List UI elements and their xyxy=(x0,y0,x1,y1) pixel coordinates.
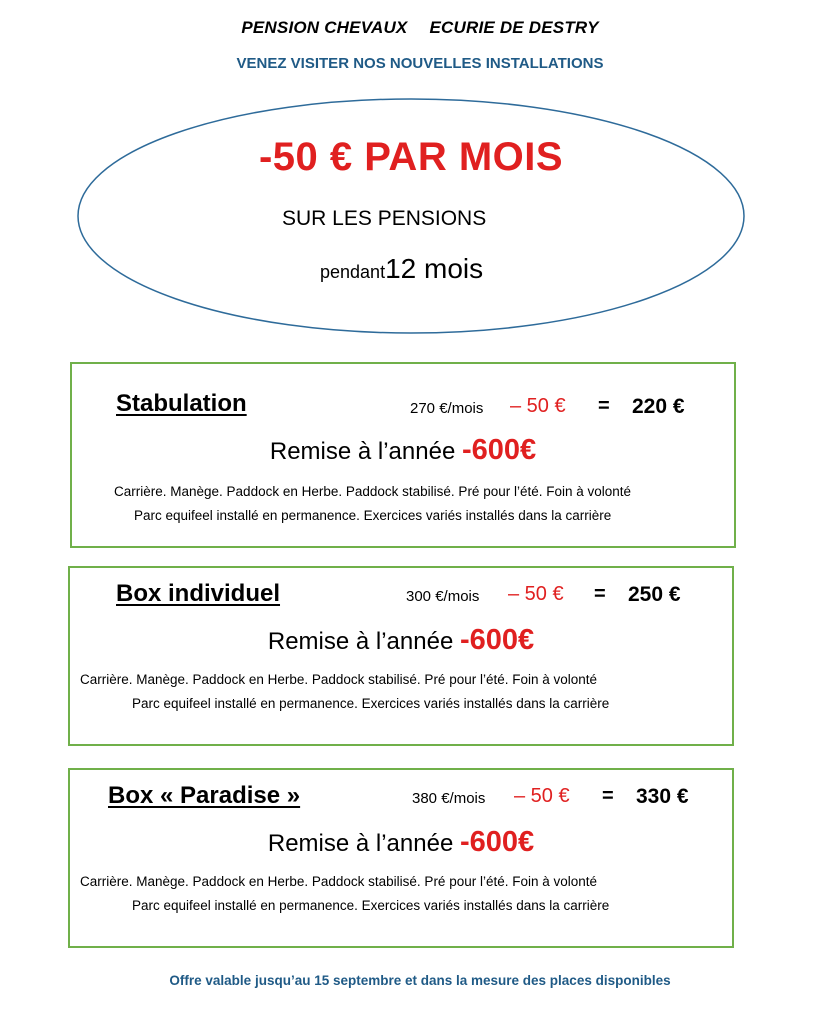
offer-features-2: Parc equifeel installé en permanence. Exercices variés installés dans la carrière xyxy=(132,696,610,711)
remise-amount: -600€ xyxy=(459,826,535,858)
promo-line: SUR LES PENSIONS xyxy=(282,207,487,230)
offer-discount: – 50 € xyxy=(508,583,564,605)
page-subtitle: VENEZ VISITER NOS NOUVELLES INSTALLATIONS xyxy=(236,55,604,72)
offer-name: Box individuel xyxy=(116,580,281,607)
title-pension: PENSION CHEVAUX xyxy=(241,18,408,37)
offer-price: 270 €/mois xyxy=(410,400,484,417)
remise-amount: -600€ xyxy=(459,624,535,656)
offer-equals: = xyxy=(594,583,606,605)
offer-card-box-paradise xyxy=(68,768,734,948)
offer-features-2: Parc equifeel installé en permanence. Exercices variés installés dans la carrière xyxy=(134,508,612,523)
title-ecurie: ECURIE DE DESTRY xyxy=(429,18,599,37)
offer-total: 250 € xyxy=(628,583,681,606)
offer-remise xyxy=(72,434,734,467)
offer-features-1: Carrière. Manège. Paddock en Herbe. Paddock stabilisé. Pré pour l’été. Foin à volonté xyxy=(80,672,598,687)
offer-price: 380 €/mois xyxy=(412,790,486,807)
promo-duration-prefix: pendant xyxy=(320,262,386,282)
offer-name: Stabulation xyxy=(116,390,247,417)
offer-features-1: Carrière. Manège. Paddock en Herbe. Paddock stabilisé. Pré pour l’été. Foin à volonté xyxy=(114,484,632,499)
remise-label: Remise à l’année xyxy=(267,830,454,857)
promo-duration xyxy=(320,253,483,285)
remise-label: Remise à l’année xyxy=(267,628,454,655)
offer-equals: = xyxy=(602,785,614,807)
page-title xyxy=(0,18,840,38)
promo-duration-value: 12 mois xyxy=(385,253,484,284)
remise-amount: -600€ xyxy=(461,434,537,466)
offer-features-2: Parc equifeel installé en permanence. Exercices variés installés dans la carrière xyxy=(132,898,610,913)
offer-remise xyxy=(70,624,732,657)
offer-card-box-individuel xyxy=(68,566,734,746)
offer-total: 330 € xyxy=(636,785,689,808)
promo-ellipse xyxy=(76,97,746,335)
offer-card-stabulation xyxy=(70,362,736,548)
offer-discount: – 50 € xyxy=(514,785,570,807)
offer-name: Box « Paradise » xyxy=(108,782,301,809)
offer-price: 300 €/mois xyxy=(406,588,480,605)
promo-headline: -50 € PAR MOIS xyxy=(258,135,564,179)
offer-remise xyxy=(70,826,732,859)
offer-equals: = xyxy=(598,395,610,417)
footer-note: Offre valable jusqu’au 15 septembre et dans la mesure des places disponibles xyxy=(169,973,671,988)
remise-label: Remise à l’année xyxy=(269,438,456,465)
offer-features-1: Carrière. Manège. Paddock en Herbe. Paddock stabilisé. Pré pour l’été. Foin à volonté xyxy=(80,874,598,889)
offer-discount: – 50 € xyxy=(510,395,566,417)
offer-total: 220 € xyxy=(632,395,685,418)
